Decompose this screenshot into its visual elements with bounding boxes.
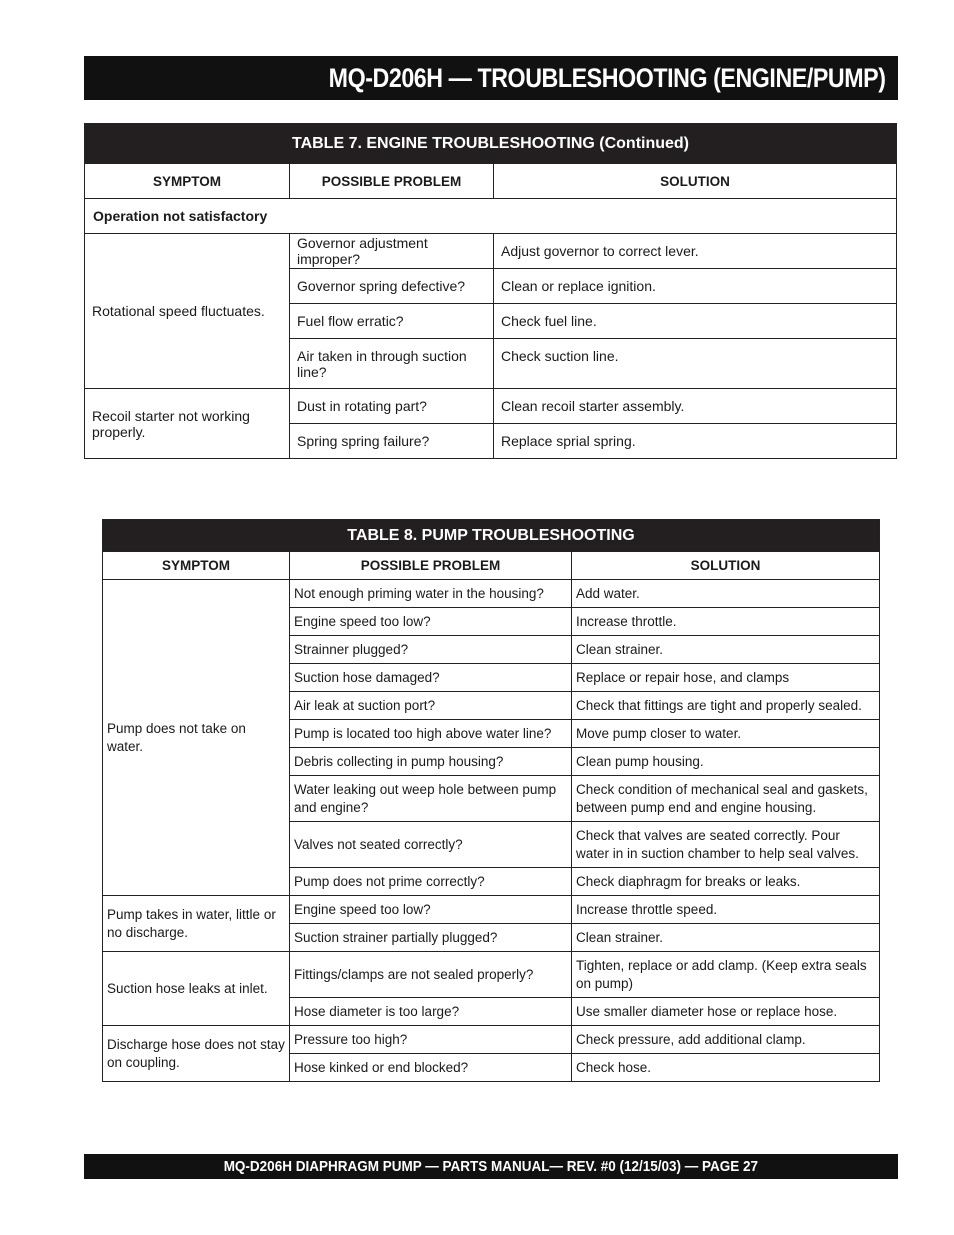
table-solution-cell: Check pressure, add additional clamp. (572, 1026, 880, 1054)
table-problem-cell: Debris collecting in pump housing? (290, 748, 572, 776)
table-solution-cell: Check that fittings are tight and properly sealed. (572, 692, 880, 720)
table7-header-problem: POSSIBLE PROBLEM (290, 164, 494, 199)
table-symptom-cell: Suction hose leaks at inlet. (103, 952, 290, 1026)
table-problem-cell: Hose kinked or end blocked? (290, 1054, 572, 1082)
table-solution-cell: Replace or repair hose, and clamps (572, 664, 880, 692)
table-solution-cell: Move pump closer to water. (572, 720, 880, 748)
table-solution-cell: Tighten, replace or add clamp. (Keep extra seals on pump) (572, 952, 880, 998)
table-problem-cell: Valves not seated correctly? (290, 822, 572, 868)
table-problem-cell: Governor adjustment improper? (290, 234, 494, 269)
table-solution-cell: Check hose. (572, 1054, 880, 1082)
table-solution-cell: Add water. (572, 580, 880, 608)
table-problem-cell: Suction hose damaged? (290, 664, 572, 692)
table-solution-cell: Increase throttle. (572, 608, 880, 636)
engine-troubleshooting-table (84, 123, 897, 459)
page-title: MQ-D206H — TROUBLESHOOTING (ENGINE/PUMP) (329, 62, 886, 93)
table-solution-cell: Check fuel line. (494, 304, 897, 339)
table-solution-cell: Clean or replace ignition. (494, 269, 897, 304)
table-solution-cell: Increase throttle speed. (572, 896, 880, 924)
table7-header-symptom: SYMPTOM (85, 164, 290, 199)
table-problem-cell: Pressure too high? (290, 1026, 572, 1054)
table8-header-problem: POSSIBLE PROBLEM (290, 552, 572, 580)
table8-header-symptom: SYMPTOM (103, 552, 290, 580)
table-problem-cell: Fittings/clamps are not sealed properly? (290, 952, 572, 998)
table-problem-cell: Pump is located too high above water line? (290, 720, 572, 748)
table-solution-cell: Clean strainer. (572, 924, 880, 952)
table7-header-solution: SOLUTION (494, 164, 897, 199)
table-problem-cell: Water leaking out weep hole between pump and engine? (290, 776, 572, 822)
table-solution-cell: Adjust governor to correct lever. (494, 234, 897, 269)
table-problem-cell: Fuel flow erratic? (290, 304, 494, 339)
table-problem-cell: Air taken in through suction line? (290, 339, 494, 389)
table-symptom-cell: Pump takes in water, little or no discharge. (103, 896, 290, 952)
table-problem-cell: Not enough priming water in the housing? (290, 580, 572, 608)
table-solution-cell: Replace sprial spring. (494, 424, 897, 459)
table-problem-cell: Pump does not prime correctly? (290, 868, 572, 896)
table-solution-cell: Clean recoil starter assembly. (494, 389, 897, 424)
table-problem-cell: Hose diameter is too large? (290, 998, 572, 1026)
table7-section-title: Operation not satisfactory (85, 199, 897, 234)
page-footer (84, 1154, 898, 1179)
table-problem-cell: Suction strainer partially plugged? (290, 924, 572, 952)
table-solution-cell: Check condition of mechanical seal and gaskets, between pump end and engine housing. (572, 776, 880, 822)
table-problem-cell: Engine speed too low? (290, 608, 572, 636)
table-problem-cell: Governor spring defective? (290, 269, 494, 304)
table-solution-cell: Check that valves are seated correctly. Pour water in in suction chamber to help seal valves. (572, 822, 880, 868)
page-title-bar (84, 56, 898, 100)
table-problem-cell: Engine speed too low? (290, 896, 572, 924)
table-problem-cell: Dust in rotating part? (290, 389, 494, 424)
table-symptom-cell: Pump does not take on water. (103, 580, 290, 896)
table-solution-cell: Use smaller diameter hose or replace hose. (572, 998, 880, 1026)
table-solution-cell: Check diaphragm for breaks or leaks. (572, 868, 880, 896)
table-solution-cell: Check suction line. (494, 339, 897, 389)
table8-header-solution: SOLUTION (572, 552, 880, 580)
table-solution-cell: Clean strainer. (572, 636, 880, 664)
table7-caption: TABLE 7. ENGINE TROUBLESHOOTING (Continued) (85, 124, 897, 164)
table-symptom-cell: Recoil starter not working properly. (85, 389, 290, 459)
table-problem-cell: Air leak at suction port? (290, 692, 572, 720)
pump-troubleshooting-table (102, 519, 880, 1082)
table-problem-cell: Strainner plugged? (290, 636, 572, 664)
table-symptom-cell: Discharge hose does not stay on coupling. (103, 1026, 290, 1082)
table-symptom-cell: Rotational speed fluctuates. (85, 234, 290, 389)
table-problem-cell: Spring spring failure? (290, 424, 494, 459)
footer-text: MQ-D206H DIAPHRAGM PUMP — PARTS MANUAL— REV. #0 (12/15/03) — PAGE 27 (223, 1158, 759, 1175)
table8-caption: TABLE 8. PUMP TROUBLESHOOTING (103, 520, 880, 552)
table-solution-cell: Clean pump housing. (572, 748, 880, 776)
